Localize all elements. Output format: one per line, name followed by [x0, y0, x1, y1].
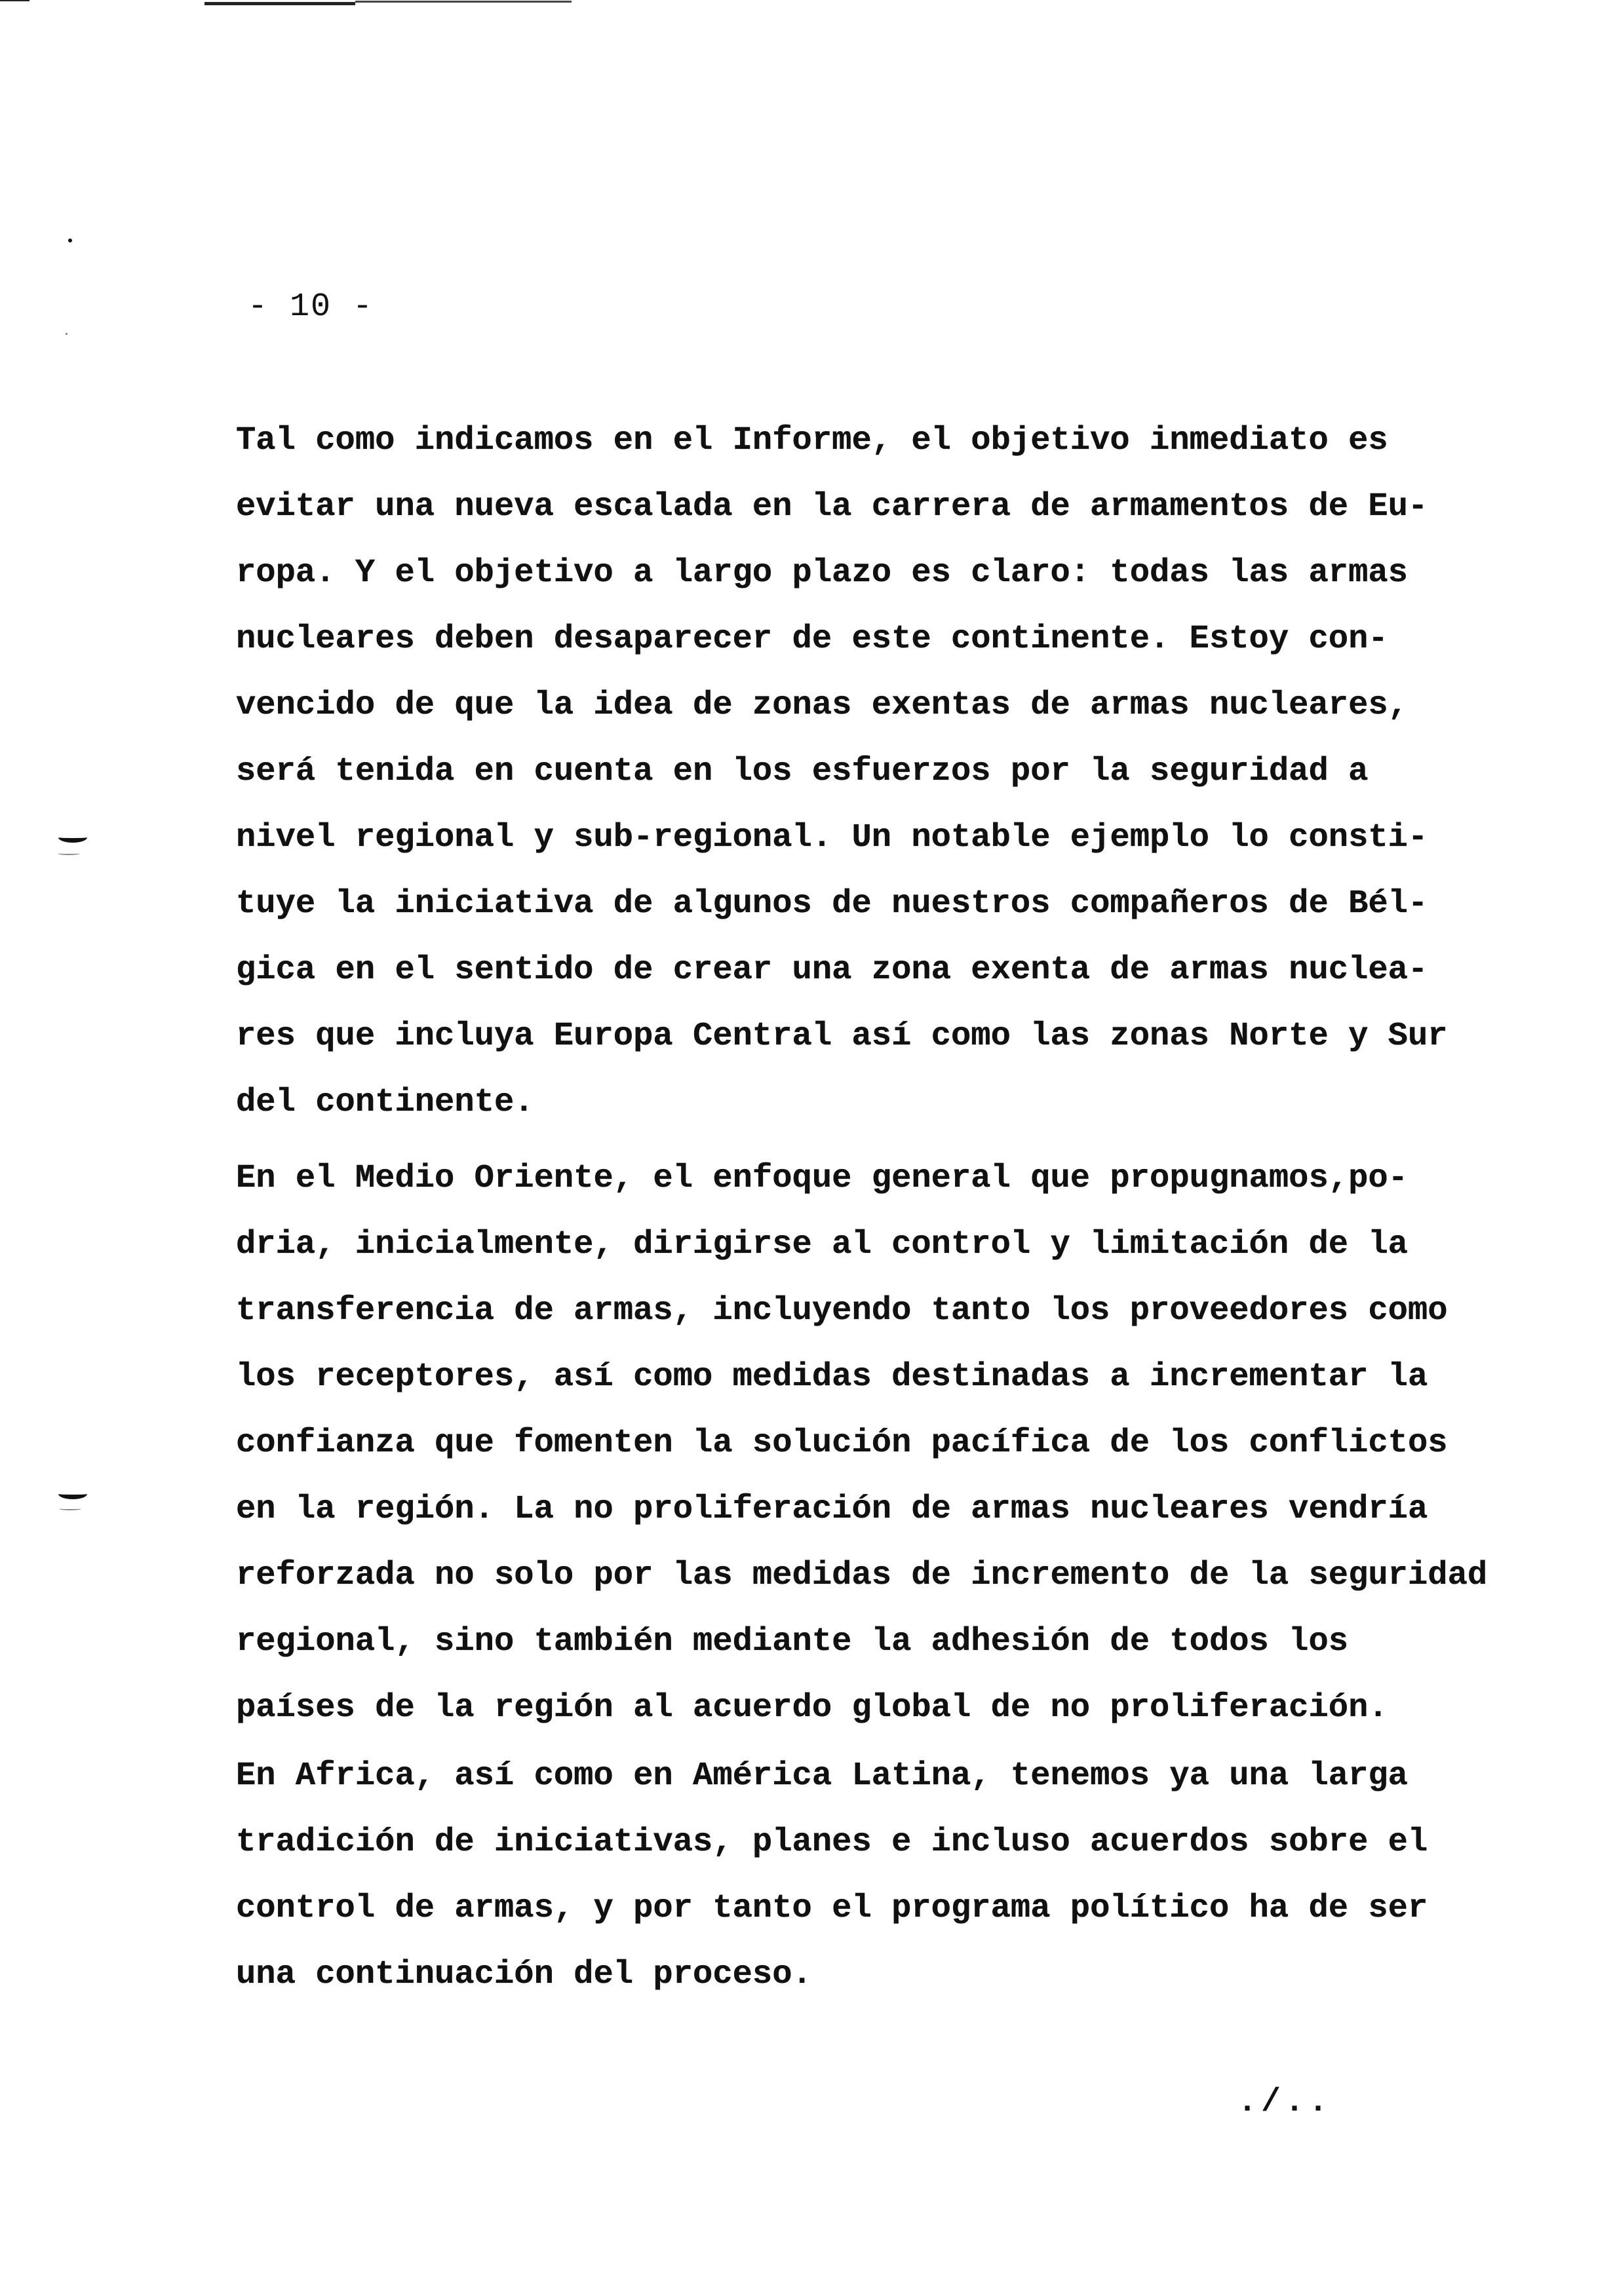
text-line: en la región. La no proliferación de armas nucleares vendría	[236, 1491, 1428, 1528]
text-line: regional, sino también mediante la adhesión de todos los	[236, 1623, 1349, 1660]
text-line: nivel regional y sub-regional. Un notable ejemplo lo consti-	[236, 819, 1428, 856]
text-line: una continuación del proceso.	[236, 1956, 812, 1993]
continuation-mark: ./..	[1237, 2084, 1333, 2121]
paragraph-africa-latin-america	[236, 1743, 1521, 2008]
punch-hole-mark	[58, 1489, 87, 1499]
text-line: los receptores, así como medidas destinadas a incrementar la	[236, 1358, 1428, 1396]
text-line: res que incluya Europa Central así como las zonas Norte y Sur	[236, 1018, 1448, 1055]
text-line: control de armas, y por tanto el programa político ha de ser	[236, 1890, 1428, 1927]
page-number: - 10 -	[248, 288, 374, 326]
text-line: En el Medio Oriente, el enfoque general que propugnamos,po-	[236, 1160, 1408, 1197]
text-line: Tal como indicamos en el Informe, el objetivo inmediato es	[236, 422, 1388, 459]
scan-edge-line	[0, 0, 29, 1]
text-line: tradición de iniciativas, planes e incluso acuerdos sobre el	[236, 1824, 1428, 1861]
text-line: ropa. Y el objetivo a largo plazo es claro: todas las armas	[236, 554, 1408, 592]
text-line: tuye la iniciativa de algunos de nuestros compañeros de Bél-	[236, 885, 1428, 923]
text-line: será tenida en cuenta en los esfuerzos por la seguridad a	[236, 753, 1369, 790]
punch-hole-shadow	[59, 1507, 81, 1510]
scan-edge-line	[355, 1, 572, 3]
text-line: vencido de que la idea de zonas exentas de armas nucleares,	[236, 687, 1408, 724]
paragraph-europe	[236, 408, 1521, 1136]
punch-hole-shadow	[58, 852, 80, 855]
text-line: gica en el sentido de crear una zona exenta de armas nuclea-	[236, 951, 1428, 989]
text-line: evitar una nueva escalada en la carrera de armamentos de Eu-	[236, 488, 1428, 526]
margin-dot	[68, 239, 72, 242]
text-line: dria, inicialmente, dirigirse al control y limitación de la	[236, 1226, 1408, 1263]
text-line: confianza que fomenten la solución pacífica de los conflictos	[236, 1425, 1448, 1462]
scan-edge-line	[204, 2, 355, 5]
punch-hole-mark	[58, 832, 87, 843]
text-line: del continente.	[236, 1084, 534, 1121]
text-line: reforzada no solo por las medidas de incremento de la seguridad	[236, 1557, 1488, 1594]
paragraph-middle-east	[236, 1145, 1521, 1741]
margin-dot	[66, 333, 68, 335]
text-line: países de la región al acuerdo global de no proliferación.	[236, 1689, 1388, 1727]
text-line: nucleares deben desaparecer de este continente. Estoy con-	[236, 621, 1388, 658]
text-line: En Africa, así como en América Latina, tenemos ya una larga	[236, 1757, 1408, 1795]
text-line: transferencia de armas, incluyendo tanto los proveedores como	[236, 1292, 1448, 1330]
